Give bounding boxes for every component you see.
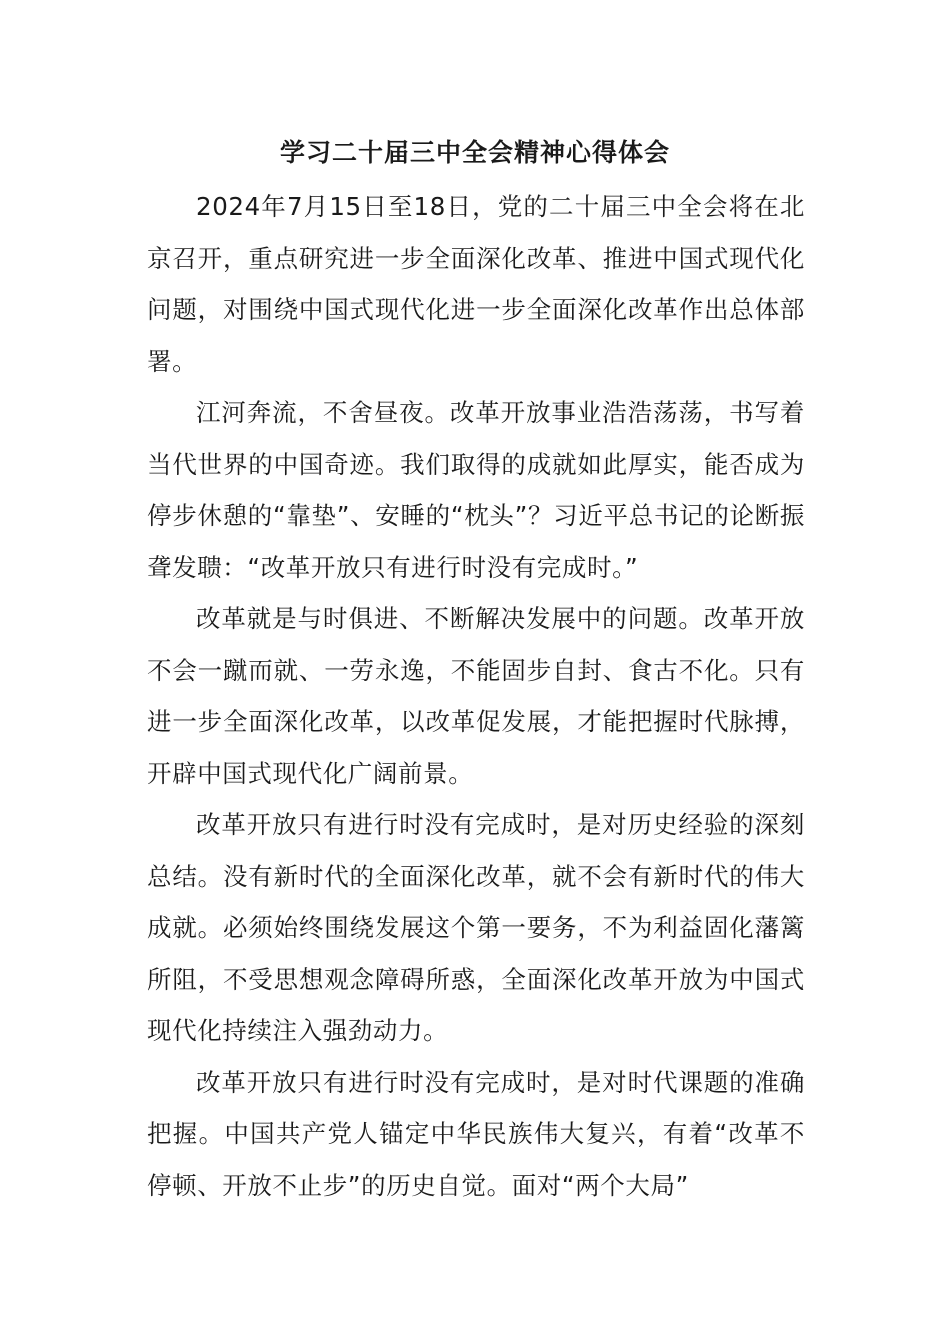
paragraph-3: 改革就是与时俱进、不断解决发展中的问题。改革开放不会一蹴而就、一劳永逸，不能固步自封、食古不化。只有进一步全面深化改革，以改革促发展，才能把握时代脉搏，开辟中国式现代化广阔前景。 <box>147 604 805 788</box>
paragraph-2: 江河奔流，不舍昼夜。改革开放事业浩浩荡荡，书写着当代世界的中国奇迹。我们取得的成就如此厚实，能否成为停步休憩的“靠垫”、安睡的“枕头”？习近平总书记的论断振聋发聩：“改革开放只有进行时没有完成时。” <box>147 398 805 582</box>
document-body <box>147 181 805 1211</box>
paragraph-5: 改革开放只有进行时没有完成时，是对时代课题的准确把握。中国共产党人锚定中华民族伟大复兴，有着“改革不停顿、开放不止步”的历史自觉。面对“两个大局” <box>147 1067 805 1200</box>
paragraph-4: 改革开放只有进行时没有完成时，是对历史经验的深刻总结。没有新时代的全面深化改革，就不会有新时代的伟大成就。必须始终围绕发展这个第一要务，不为利益固化藩篱所阻，不受思想观念障碍所惑，全面深化改革开放为中国式现代化持续注入强劲动力。 <box>147 810 805 1045</box>
document-title: 学习二十届三中全会精神心得体会 <box>279 138 670 167</box>
paragraph-1: 2024年7月15日至18日，党的二十届三中全会将在北京召开，重点研究进一步全面深化改革、推进中国式现代化问题，对围绕中国式现代化进一步全面深化改革作出总体部署。 <box>147 192 805 376</box>
